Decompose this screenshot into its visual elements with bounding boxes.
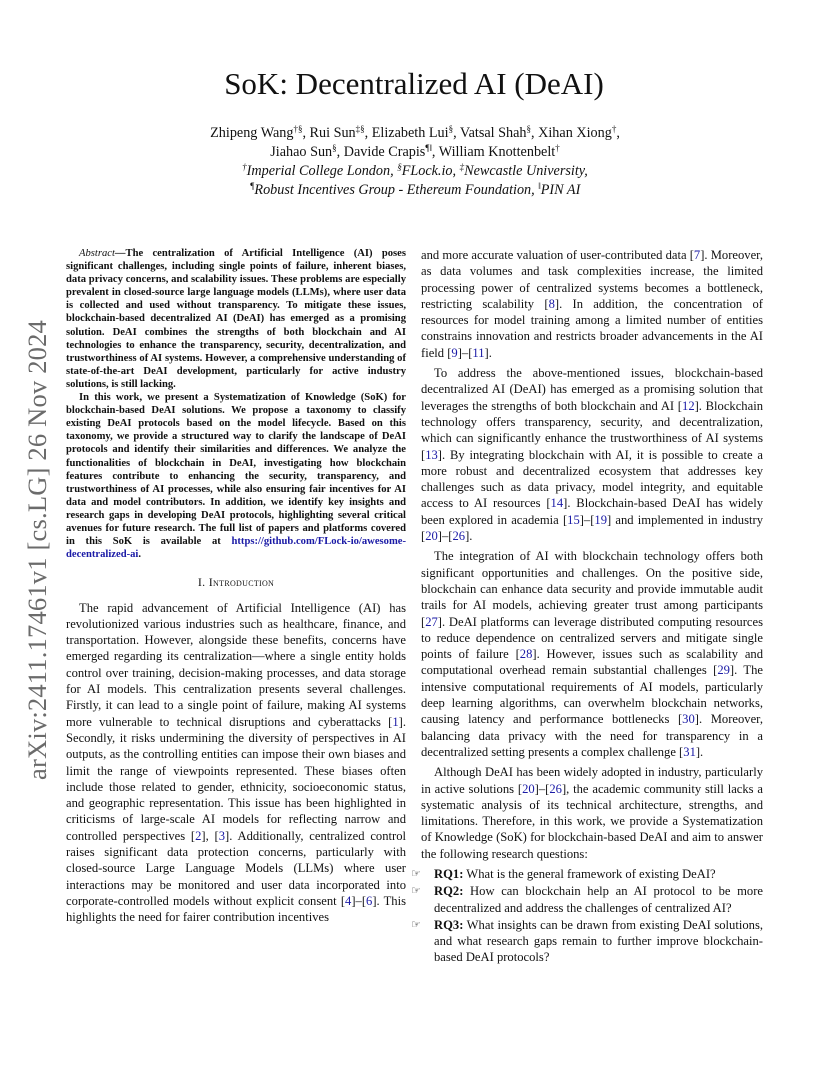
citation-link[interactable]: 31: [683, 744, 696, 759]
citation-link[interactable]: 30: [682, 712, 695, 727]
affiliation: FLock.io,: [401, 163, 460, 179]
citation-link[interactable]: 19: [594, 512, 608, 527]
github-link[interactable]: https://github.com/FLock-io/awesome-decentralized-ai: [66, 536, 406, 561]
affil-mark: ‖: [538, 181, 541, 191]
pointing-hand-icon: ☞: [411, 917, 421, 931]
text: The integration of AI with blockchain technology offers both significant opportunities and challenges. On the positive side, blockchain can enhance data security and provide immutable audit trails for AI models, achieving greater trust among participants [: [421, 549, 763, 629]
author-mark: ¶‖: [425, 143, 432, 153]
rq-label: RQ1:: [434, 866, 464, 881]
text: ]. Blockchain technology offers transparency, security, and decentralization, which can significantly enhance the trustworthiness of AI systems [: [421, 398, 763, 462]
text: To address the above-mentioned issues, blockchain-based decentralized AI (DeAI) has emerged as a promising solution that leverages the strengths of both blockchain and AI [: [421, 366, 763, 413]
text: ]. In addition, the concentration of resources for model training among a limited number of entities constrains innovation and restricts broader advancements in the AI field [: [421, 296, 763, 360]
section-numeral: I.: [197, 575, 209, 590]
citation-link[interactable]: 1: [392, 714, 399, 729]
author: William Knottenbelt: [438, 144, 556, 160]
abstract-end: .: [138, 549, 142, 561]
research-questions: [411, 866, 763, 966]
affiliation: Robust Incentives Group - Ethereum Foundation,: [254, 182, 539, 198]
abstract-paragraph-1: [66, 247, 406, 391]
text: The rapid advancement of Artificial Intelligence (AI) has revolutionized various industries such as healthcare, finance, and transportation. However, alongside these benefits, concerns have emerged regarding its centralization—where a single entity holds control over training, decision-making processes, and data storage for AI models. This centralization presents several challenges. Firstly, it can lead to a single point of failure, making AI systems more vulnerable to technical disruptions and cyberattacks [: [66, 600, 406, 729]
text: ]. Moreover, as data volumes and task complexities increase, the limited processing power of centralized systems becomes a bottleneck, restricting scalability [: [421, 248, 764, 311]
citation-link[interactable]: 15: [567, 512, 580, 527]
section-heading: [66, 574, 406, 590]
text: ]–[: [534, 781, 550, 796]
author: Zhipeng Wang: [210, 125, 294, 141]
affiliation: PIN AI: [540, 182, 581, 198]
text: ]. This highlights the need for fairer contribution incentives: [66, 893, 407, 925]
citation-link[interactable]: 7: [693, 248, 701, 262]
text: ]–[: [437, 529, 453, 544]
rq-label: RQ3:: [434, 917, 464, 932]
affiliation: Imperial College London,: [246, 163, 398, 179]
abstract: [66, 247, 406, 561]
intro-paragraph-1-cont: [421, 247, 763, 361]
author-mark: †: [611, 124, 617, 134]
affiliation-line-1: [120, 162, 710, 181]
author: Rui Sun: [309, 125, 356, 141]
arxiv-identifier: arXiv:2411.17461v1 [cs.LG] 26 Nov 2024: [22, 319, 52, 780]
citation-link[interactable]: 12: [682, 398, 695, 413]
research-question: [411, 866, 763, 882]
author: Jiahao Sun: [270, 144, 333, 160]
text: ] and implemented in industry [: [421, 512, 763, 544]
text: ]. Additionally, centralized control raises significant data protection concerns, particularly with closed-source Large Language Models (LLMs) where user interactions may be monitored and user data incorporated into corporate-controlled models without explicit consent [: [66, 828, 406, 908]
intro-paragraph-4: [421, 764, 763, 862]
text: ].: [484, 345, 492, 360]
citation-link[interactable]: 28: [519, 647, 533, 662]
intro-paragraph-1: [66, 600, 406, 926]
citation-link[interactable]: 13: [425, 447, 438, 462]
author-mark: ‡§: [355, 124, 365, 134]
text: ]–[: [351, 893, 367, 908]
author-sep: ,: [336, 144, 344, 160]
citation-link[interactable]: 6: [366, 893, 373, 908]
citation-link[interactable]: 11: [472, 345, 485, 360]
affiliation: Newcastle University,: [464, 163, 588, 179]
author-mark: †: [555, 143, 560, 153]
author-sep: ,: [531, 125, 539, 141]
citation-link[interactable]: 14: [550, 496, 564, 511]
research-question: [411, 883, 763, 916]
text: ].: [695, 744, 704, 759]
author-block: [120, 124, 710, 200]
author-line-1: [120, 124, 710, 143]
citation-link[interactable]: 4: [345, 893, 352, 908]
affil-mark: ‡: [459, 162, 465, 172]
text: ]. The intensive computational requirements of AI models, particularly deep learning algorithms, can overwhelm blockchain networks, causing latency and performance bottlenecks [: [421, 663, 763, 727]
affiliation-line-2: [120, 181, 710, 200]
abstract-text: In this work, we present a Systematization of Knowledge (SoK) for blockchain-based DeAI solutions. We propose a taxonomy to classify existing DeAI protocols based on the model lifecycle. Based on this taxonomy, we provide a structured way to clarify the landscape of DeAI protocols and identify their similarities and differences. We analyze the functionalities of blockchain in DeAI, investigating how blockchain features contribute to enhancing the security, transparency, and trustworthiness of AI processes, while also ensuring fair incentives for AI data and model contributors. In addition, we identify key insights and research gaps in developing DeAI protocols, highlighting several critical avenues for future research. The full list of papers and platforms covered in this SoK is available at: [66, 392, 406, 548]
author-sep: ,: [302, 125, 310, 141]
author-mark: §: [526, 124, 532, 134]
author: Vatsal Shah: [459, 125, 527, 141]
citation-link[interactable]: 20: [425, 529, 438, 544]
text: Although DeAI has been widely adopted in industry, particularly in active solutions [: [421, 765, 763, 796]
text: ]. Secondly, it risks undermining the diversity of perspectives in AI outputs, as the controlling entities can impose their own biases and limit the range of viewpoints represented. These biases often include those related to gender, ethnicity, socioeconomic status, and geographic representation. This issue has been highlighted in criticisms of large-scale AI models for reflecting narrow and controlled perspectives [: [66, 714, 406, 843]
text: ]–[: [579, 512, 595, 527]
pointing-hand-icon: ☞: [411, 884, 421, 898]
left-column: [66, 247, 406, 929]
author-sep: ,: [364, 125, 372, 141]
text: ], the academic community still lacks a systematic analysis of its technical architecture, strengths, and limitations. Therefore, in this work, we provide a Systematization of Knowledge (SoK) for blockchain-based DeAI and aim to answer the following research questions:: [421, 781, 763, 861]
text: ]. Moreover, balancing data privacy with the need for transparency in a decentralized setting presents a complex challenge [: [421, 712, 764, 759]
author: Elizabeth Lui: [371, 125, 449, 141]
author-mark: †§: [293, 124, 303, 134]
section-title: Introduction: [208, 575, 275, 590]
citation-link[interactable]: 20: [522, 781, 535, 796]
author-mark: §: [332, 143, 337, 153]
text: ], [: [201, 828, 219, 843]
author-line-2: [120, 143, 710, 162]
affil-mark: ¶: [249, 181, 255, 191]
affil-mark: †: [242, 162, 247, 172]
pointing-hand-icon: ☞: [411, 866, 421, 880]
rq-text: What is the general framework of existing DeAI?: [463, 866, 716, 881]
text: ]. By integrating blockchain with AI, it is possible to create a more robust and decentralized ecosystem that addresses key challenges such as data privacy, model integrity, and equitable access to AI resources [: [421, 447, 763, 511]
author-sep: ,: [453, 125, 460, 141]
citation-link[interactable]: 26: [452, 529, 466, 544]
text: ].: [465, 529, 473, 544]
citation-link[interactable]: 2: [195, 828, 202, 843]
author-mark: §: [448, 124, 454, 134]
text: and more accurate valuation of user-contributed data [: [421, 248, 694, 262]
author: Davide Crapis: [343, 144, 426, 160]
research-question: [411, 917, 763, 966]
citation-link[interactable]: 9: [451, 345, 458, 360]
rq-text: What insights can be drawn from existing DeAI solutions, and what research gaps remain to further improve blockchain-based DeAI protocols?: [434, 917, 763, 965]
intro-paragraph-2: [421, 365, 763, 544]
intro-paragraph-3: [421, 548, 763, 760]
citation-link[interactable]: 27: [425, 614, 438, 629]
right-column: [411, 247, 764, 967]
citation-link[interactable]: 29: [717, 663, 730, 678]
text: ]. Blockchain-based DeAI has widely been explored in academia [: [421, 496, 763, 527]
citation-link[interactable]: 8: [548, 296, 555, 311]
affil-mark: §: [397, 162, 402, 172]
abstract-lead: Abstract: [79, 248, 115, 259]
paper-title: SoK: Decentralized AI (DeAI): [224, 66, 604, 101]
author: Xihan Xiong: [538, 125, 612, 141]
text: ]. However, issues such as scalability and computational overhead remain substantial challenges [: [421, 647, 764, 678]
citation-link[interactable]: 3: [218, 828, 226, 843]
text: ]. DeAI platforms can leverage distributed computing resources to reduce dependence on centralized servers and mitigate single points of failure [: [421, 614, 763, 662]
rq-text: How can blockchain help an AI protocol to be more decentralized and address the challenges of centralized AI?: [434, 884, 763, 915]
text: ]–[: [457, 345, 473, 360]
author-sep: ,: [431, 144, 439, 160]
abstract-text: —The centralization of Artificial Intelligence (AI) poses significant challenges, including single points of failure, inherent biases, data privacy concerns, and scalability issues. These problems are especially prevalent in closed-source large language models (LLMs), where user data is collected and used without transparency. To mitigate these issues, blockchain-based decentralized AI (DeAI) has emerged as a promising solution. DeAI combines the strengths of both blockchain and AI technologies to enhance the transparency, security, decentralization, and trustworthiness of AI systems. However, a comprehensive understanding of state-of-the-art DeAI development, particularly for active industry solutions, is still lacking.: [66, 248, 406, 390]
citation-link[interactable]: 26: [549, 781, 562, 796]
abstract-paragraph-2: [66, 391, 406, 561]
rq-label: RQ2:: [434, 884, 464, 899]
author-sep: ,: [616, 125, 620, 141]
